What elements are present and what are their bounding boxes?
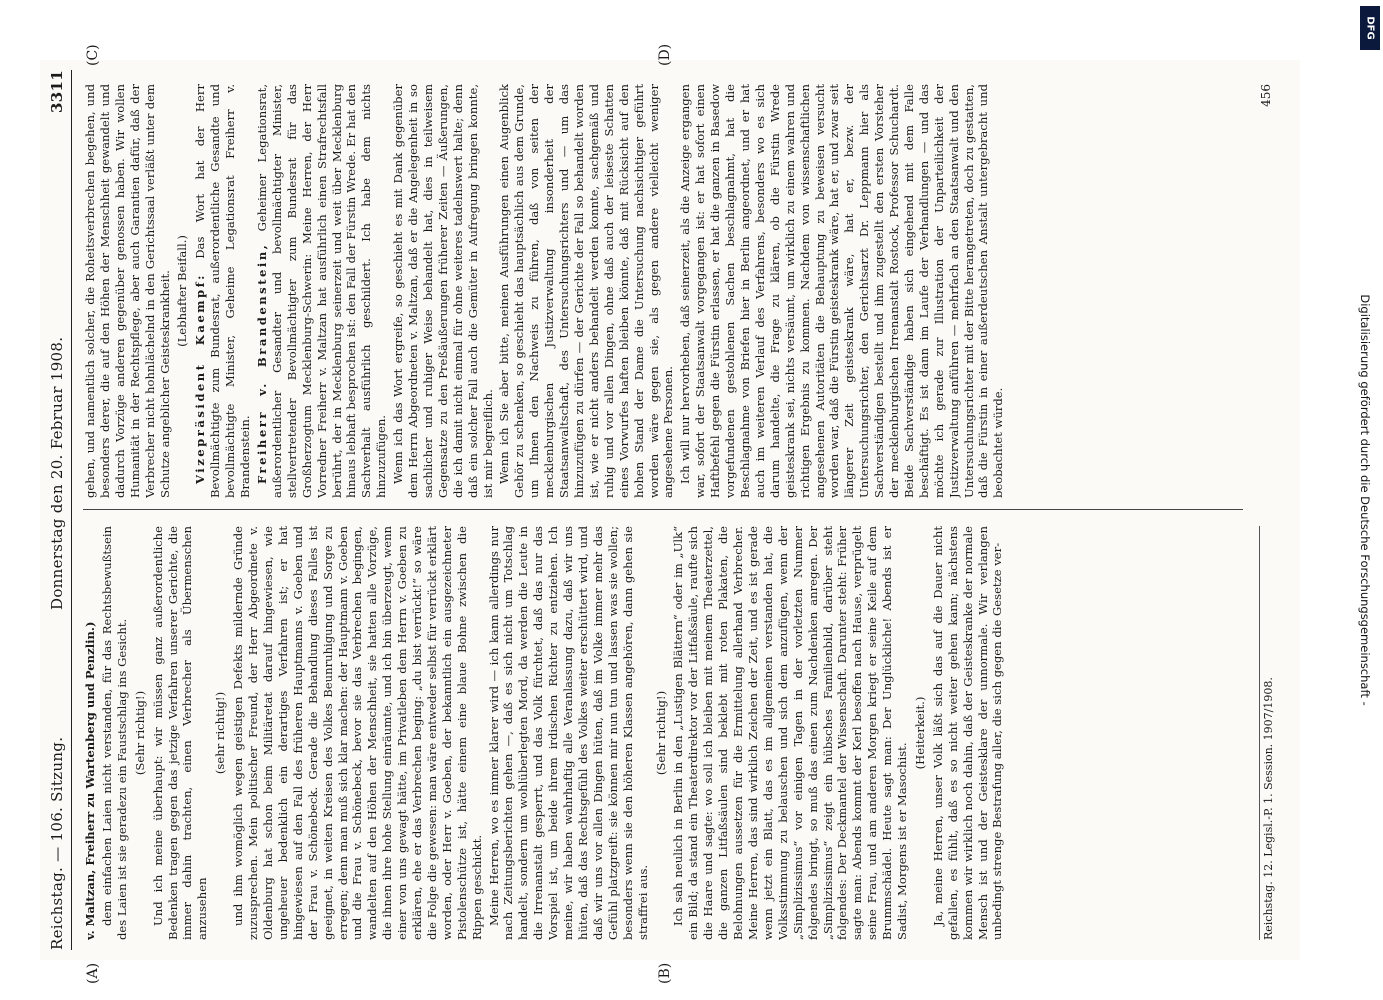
paragraph: und ihm womöglich wegen geistigen Defekts mildernde Gründe zuzusprechen. Mein politischer Freund, der Herr Abgeordnete v. Oldenburg hat schon beim Militäretat darauf hingewiesen, wie ungeheuer bedenklich ein derartiges Verfahren ist; er hat hingewiesen auf den Fall des früheren Hauptmanns v. Goeben und der Frau v. Schönebeck. Gerade die Behandlung dieses Falles ist geeignet, in weiten Kreisen des Volkes Beunruhigung und Sorge zu erregen; denn man muß sich klar machen: der Hauptmann v. Goeben und die Frau v. Schönebeck, bevor sie das Verbrechen begingen, wandelten auf den Höhen der Menschheit, sie hatten alle Vorzüge, die ihnen ihre hohe Stellung einräumte, und ich bin überzeugt, wenn einer von uns gewagt hätte, im Privatleben dem Herrn v. Goeben zu erklären, ehe er das Verbrechen beging: „du bist verrückt!“ so wäre die Folge die gewesen: man wäre entweder selbst für verrückt erklärt worden, oder Herr v. Goeben, der bekanntlich ein ausgezeichneter Pistolenschütze ist, hätte einem eine blaue Bohne zwischen die Rippen geschickt. xyxy=(231,526,484,940)
paragraph-with-speaker xyxy=(255,84,389,498)
paragraph: dem einfachen Laien nicht verstanden, für das Rechtsbewußtsein des Laien ist sie geradezu ein Faustschlag ins Gesicht. xyxy=(99,526,129,940)
speaker-name: Freiherr v. Brandenstein, xyxy=(254,242,269,484)
footer-imprint: Reichstag. 12. Legisl.-P. 1. Session. 1907/1908. xyxy=(1259,526,1275,940)
page-header xyxy=(45,70,72,950)
column-marker-d: (D) xyxy=(657,43,673,66)
column-divider xyxy=(83,509,1243,510)
reaction: (Sehr richtig!) xyxy=(653,690,668,776)
speaker-name: Vizepräsident Kaempf: xyxy=(193,273,208,484)
reaction: (Heiterkeit.) xyxy=(912,696,927,770)
paragraph-with-speaker xyxy=(193,84,253,498)
paragraph: Meine Herren, wo es immer klarer wird — ich kann allerdings nur nach Zeitungsberichten gehen —, daß es sich nicht um Totschlag handelt, sondern um wohlüberlegten Mord, da werden die Leute in die Irrenanstalt gesperrt, und das Volk fürchtet, daß das nur das Vorspiel ist, um beide ihrem irdischen Richter zu entziehen. Ich meine, wir haben wahrhaftig alle Veranlassung dazu, daß wir uns hüten, daß das Rechtsgefühl des Volkes weiter erschüttert wird, und daß wir uns vor allen Dingen hüten, daß im Volke immer mehr das Gefühl platzgreift: sie können mir nun tun und lassen was sie wollen; besonders wenn sie den höheren Klassen angehören, dann gehen sie straffrei aus. xyxy=(486,526,650,940)
scanned-page xyxy=(40,43,1300,984)
speaker-line: v. Maltzan, Freiherr zu Wartenberg und Penzlin.) xyxy=(83,621,97,940)
column-marker-c: (C) xyxy=(85,44,101,66)
page-number: 3311 xyxy=(48,70,66,113)
column-marker-b: (B) xyxy=(657,962,673,984)
reaction: (Lebhafter Beifall.) xyxy=(175,235,190,347)
right-column xyxy=(83,84,1253,498)
header-date: Donnerstag den 20. Februar 1908. xyxy=(48,336,66,610)
rotated-page xyxy=(45,43,1295,984)
paragraph-text: Das Wort hat der Herr Bevollmächtigte zum Bundesrat, außerordentliche Gesandte und bevollmächtigte Minister, Geheime Legationsrat Freiherr v. Brandenstein. xyxy=(193,84,253,498)
header-session: Reichstag. — 106. Sitzung. xyxy=(48,736,66,950)
paragraph: Wenn ich Sie aber bitte, meinen Ausführungen einen Augenblick Gehör zu schenken, so geschieht das hauptsächlich aus dem Grunde, um Ihnen den Nachweis zu führen, daß von seiten der mecklenburgischen Justizverwaltung insonderheit der Staatsanwaltschaft, des Untersuchungsrichters und — um das hinzuzufügen zu dürfen — der Gerichte der Fall so behandelt worden ist, wie er nicht anders behandelt werden konnte, sachgemäß und ruhig und vor allen Dingen, ohne daß auch der leiseste Schatten eines Vorwurfes haften bleiben könnte, daß mit Rücksicht auf den hohen Stand der Dame die Untersuchung nachsichtiger geführt worden wäre gegen sie, als gegen andere vielleicht weniger angesehene Personen. xyxy=(497,84,676,498)
digitization-note: Digitalisierung gefördert durch die Deutsche Forschungsgemeinschaft - xyxy=(1358,294,1372,706)
paragraph: Ich sah neulich in Berlin in den „Lustigen Blättern“ oder im „Ulk“ ein Bild; da stand ein Theaterdirektor vor der Litfaßsäule, raufte sich die Haare und sagte: wo soll ich bleiben mit meinem Theaterzettel, die ganzen Litfaßsäulen sind beklebt mit roten Plakaten, die Belohnungen aussetzen für die Ermittelung allerhand Verbrecher. Meine Herren, das sind wirklich Zeichen der Zeit, und es ist gerade wenn jetzt ein Blatt, das es im allgemeinen verstanden hat, die Volksstimmung zu belauschen und sich dem anzufügen, wenn der „Simplizissimus“ vor einigen Tagen in der vorletzten Nummer folgendes bringt, so muß das einen zum Nachdenken anregen. Der „Simplizissimus“ zeigt ein hübsches Familienbild, darüber steht folgendes: Der Deckmantel der Wissenschaft. Darunter steht: Früher sagte man: Abends kommt der Kerl besoffen nach Hause, verprügelt seine Frau, und am anderen Morgen kriegt er seine Keile auf dem Brummschädel. Heute sagt man: Der Unglückliche! Abends ist er Sadist, Morgens ist er Masochist. xyxy=(671,526,910,940)
left-column xyxy=(83,526,1253,940)
footer-sheet-number: 456 xyxy=(1259,84,1273,107)
paragraph: Ich will nur hervorheben, daß seinerzeit, als die Anzeige ergangen war, sofort der Staatsanwalt vorgegangen ist: er hat sofort einen Haftbefehl gegen die Fürstin erlassen, er hat die ganzen in Basedow vorgefundenen gestohlenen Sachen beschlagnahmt, hat die Beschlagnahme von Briefen hier in Berlin angeordnet, und er hat auch im weiteren Verlauf des Verfahrens, besonders wo es sich darum handelte, die Frage zu klären, ob die Fürstin Wrede geisteskrank sei, nichts versäumt, um wirklich zu einem wahren und richtigen Ergebnis zu kommen. Nachdem von wissenschaftlichen angesehenen Autoritäten die Behauptung zu beweisen versucht worden war, daß die Fürstin geisteskrank wäre, hat er, und zwar seit längerer Zeit geisteskrank wäre, hat er, bezw. der Untersuchungsrichter, den Gerichtsarzt Dr. Leppmann hier als Sachverständigen bestellt und ihm zugestellt den ersten Vorsteher der mecklenburgischen Irrenanstalt Rostock, Professor Schuchardt. Beide Sachverständige haben sich eingehend mit dem Falle beschäftigt. Es ist dann im Laufe der Verhandlungen — und das möchte ich gerade zur Illustration der Unparteilichkeit der Justizverwaltung anführen — mehrfach an den Staatsanwalt und den Untersuchungsrichter mit der Bitte herangetreten, doch zu gestatten, daß die Fürstin in einer außerdeutschen Anstalt untergebracht und beobachtet würde. xyxy=(678,84,1006,498)
paragraph: Und ich meine überhaupt: wir müssen ganz außerordentliche Bedenken tragen gegen das jetzige Verfahren unserer Gerichte, die immer dahin trachten, einen Verbrecher als Übermenschen anzusehen xyxy=(150,526,210,940)
reaction: (sehr richtig!) xyxy=(213,691,228,775)
dfg-logo: DFG xyxy=(1360,6,1380,50)
paragraph: gehen, und namentlich solcher, die Roheitsverbrechen begehen, und besonders derer, die auf den Höhen der Menschheit gewandelt und dadurch Vorzüge anderen gegenüber genossen haben. Wir wollen Humanität in der Rechtspflege, aber auch Garantien dafür, daß der Verbrecher nicht hohnlächelnd in den Gerichtssaal verläßt unter dem Schutze angeblicher Geisteskrankheit. xyxy=(83,84,172,498)
paragraph-text: Geheimer Legationsrat, außerordentlicher Gesandter und bevollmächtigter Minister, stellvertretender Bevollmächtigter zum Bundesrat für das Großherzogtum Mecklenburg-Schwerin: Meine Herren, der Herr Vorredner Freiherr v. Maltzan hat ausführlich einen Strafrechtsfall berührt, der in Mecklenburg seinerzeit und weit über Mecklenburg hinaus lebhaft besprochen ist: den Fall der Fürstin Wrede. Er hat den Sachverhalt ausführlich geschildert. Ich habe dem nichts hinzuzufügen. xyxy=(254,84,389,498)
paragraph: Wenn ich das Wort ergreife, so geschieht es mit Dank gegenüber dem Herrn Abgeordneten v. Maltzan, daß er die Angelegenheit in so sachlicher und ruhiger Weise behandelt hat, dies in teilweisem Gegensatze zu den Preßäußerungen früherer Zeiten — Äußerungen, die ich damit nicht einmal für ohne weiteres tadelnswert halte; denn daß ein solcher Fall auch die Gemüter in Aufregung bringen konnte, ist mir begreiflich. xyxy=(391,84,495,498)
paragraph: Ja, meine Herren, unser Volk läßt sich das auf die Dauer nicht gefallen, es fühlt, daß es so nicht weiter gehen kann; nächstens kommen wir wirklich noch dahin, daß der Geisteskranke der normale Mensch ist und der Geistesklare der unnormale. Wir verlangen unbedingt strenge Bestrafung aller, die sich gegen die Gesetze ver- xyxy=(930,526,1005,940)
reaction: (Sehr richtig!) xyxy=(132,690,147,776)
column-marker-a: (A) xyxy=(85,962,101,984)
